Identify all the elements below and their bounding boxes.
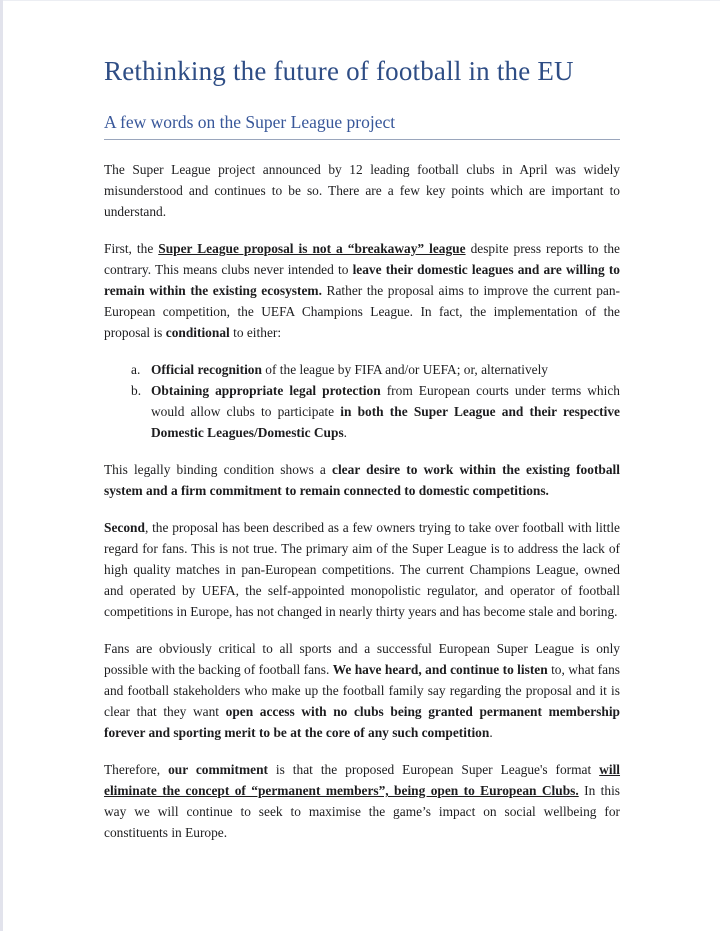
text-run: of the league by FIFA and/or UEFA; or, alternatively [261, 362, 549, 377]
text-run: to, what fans and football stakeholders who make up the football family say regarding the proposal and it is clear that they want [104, 662, 620, 719]
text-run: Super League proposal is not a “breakaway” league [158, 241, 466, 256]
text-run: . [343, 425, 348, 440]
text-run: Second [104, 520, 145, 535]
text-run: is that the proposed European Super League's format [268, 762, 600, 777]
text-run: clear desire to work within the existing football system and a firm commitment to remain connected to domestic competitions. [104, 462, 620, 498]
text-run: to either: [229, 325, 282, 340]
paragraph-commitment [104, 759, 620, 843]
text-run: , the proposal has been described as a few owners trying to take over football with little regard for fans. This is not true. The primary aim of the Super League is to address the lack of high quality matches in pan-European competitions. The current Champions League, owned and operated by UEFA, the self-appointed monopolistic regulator, and operator of football competitions in Europe, has not changed in nearly thirty years and has become stale and boring. [104, 520, 620, 619]
text-run: despite press reports to the contrary. This means clubs never intended to [104, 241, 620, 277]
text-run: Obtaining appropriate legal protection [151, 383, 381, 398]
text-run: First, the [104, 241, 159, 256]
text-run: The Super League project announced by 12 leading football clubs in April was widely misunderstood and continues to be so. There are a few key points which are important to understand. [104, 162, 620, 219]
text-run: Official recognition [151, 362, 262, 377]
text-run: will eliminate the concept of “permanent members”, being open to European Clubs. [104, 762, 621, 798]
text-run: Rather the proposal aims to improve the current pan-European competition, the UEFA Champions League. In fact, the implementation of the proposal is [104, 283, 620, 340]
text-run: Fans are obviously critical to all sports and a successful European Super League is only possible with the backing of football fans. [104, 641, 620, 677]
text-run: our commitment [168, 762, 268, 777]
paragraph-second-point [104, 517, 620, 622]
text-run: Therefore, [104, 762, 169, 777]
paragraph-fans [104, 638, 620, 743]
text-run: open access with no clubs being granted permanent membership forever and sporting merit to be at the core of any such competition [104, 704, 620, 740]
text-run: leave their domestic leagues and are willing to remain within the existing ecosystem. [104, 262, 621, 298]
list-marker: b. [131, 383, 142, 398]
list-item-text [151, 359, 620, 380]
list-item-text [151, 380, 620, 443]
text-run: In this way we will continue to seek to maximise the game’s impact on social wellbeing for constituents in Europe. [104, 783, 621, 840]
list-item [104, 380, 620, 443]
paragraph-first-point [104, 238, 620, 343]
section-heading: A few words on the Super League project [104, 112, 620, 140]
conditions-list [104, 359, 620, 443]
text-run: We have heard, and continue to listen [332, 662, 548, 677]
paragraph-intro [104, 159, 620, 222]
text-run: conditional [165, 325, 230, 340]
text-run: from European courts under terms which would allow clubs to participate [151, 383, 620, 419]
paragraph-binding-condition [104, 459, 620, 501]
document-title: Rethinking the future of football in the EU [104, 56, 574, 86]
list-item [104, 359, 620, 380]
text-run: This legally binding condition shows a [104, 462, 333, 477]
list-marker: a. [131, 362, 141, 377]
text-run: . [489, 725, 493, 740]
text-run: in both the Super League and their respective Domestic Leagues/Domestic Cups [151, 404, 620, 440]
